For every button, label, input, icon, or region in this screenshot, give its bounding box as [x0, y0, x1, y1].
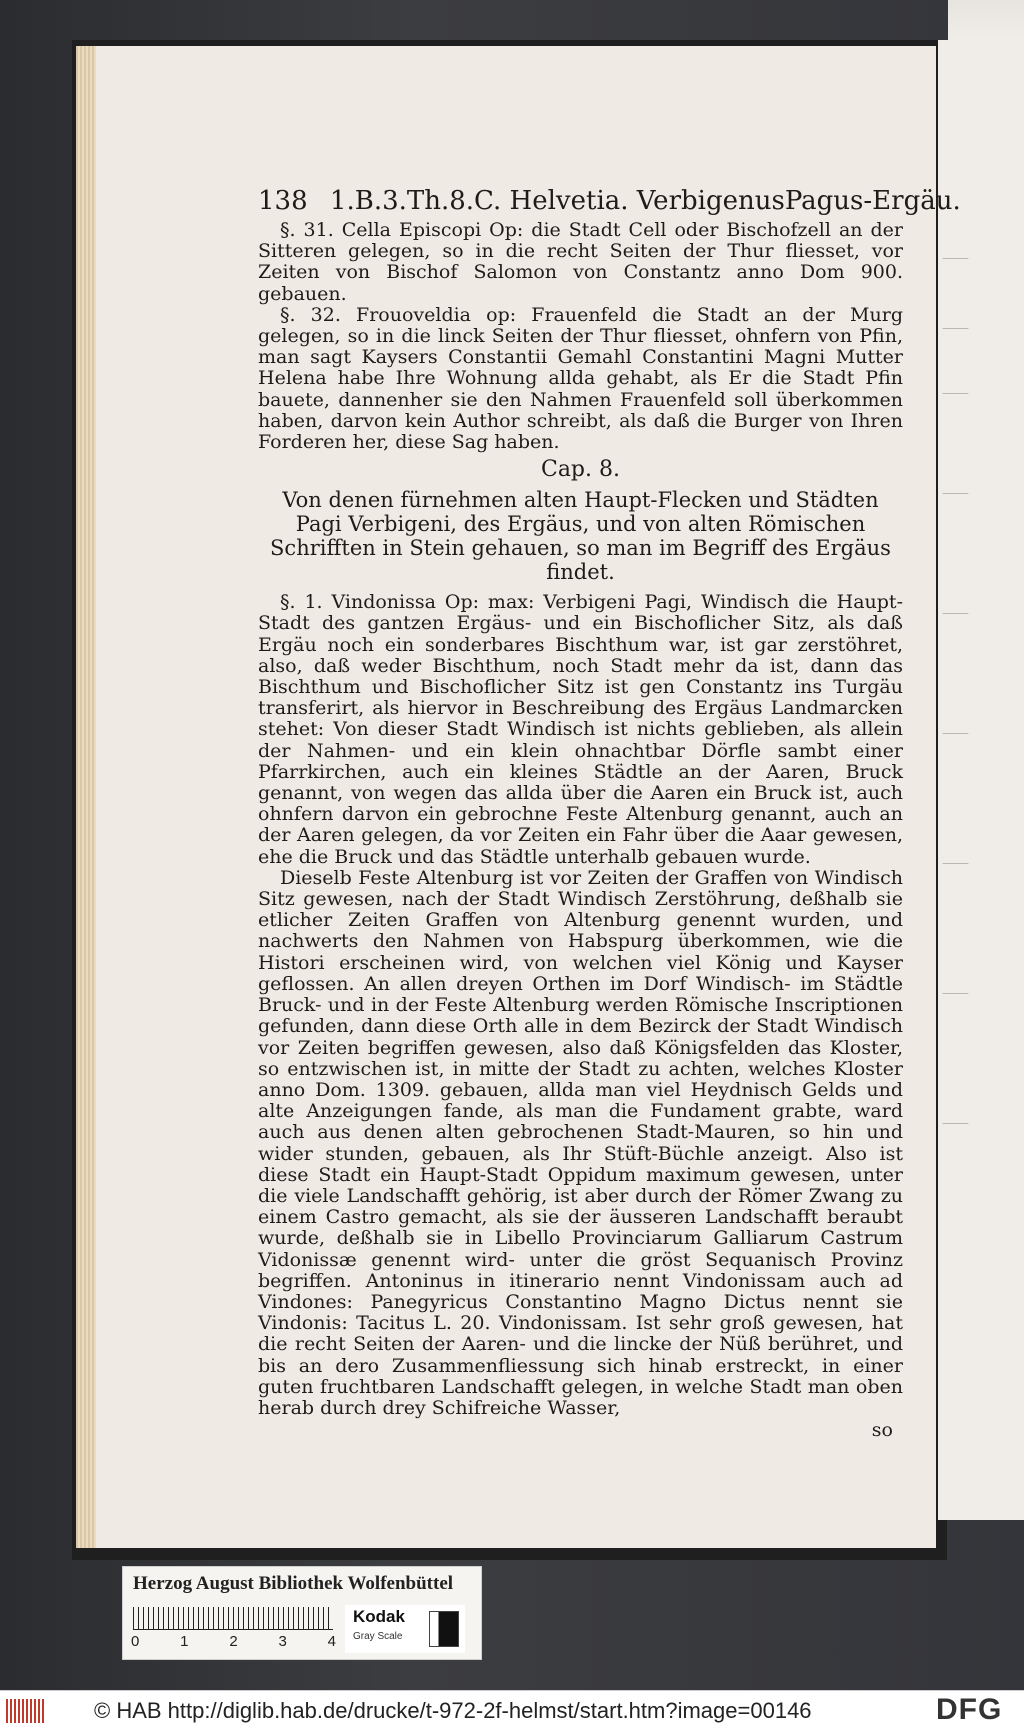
paragraph-32: §. 32. Frouoveldia op: Frauenfeld die Stadt an der Murg gelegen, so in die linck Seiten der Thur fliesset, ohnfern von Pfin, man sagt Kaysers Constantii Gemahl Constantini Magni Mutter Helena habe Ihre Wohnung allda gehabt, als Er die Stadt Pfin bauete, dannenher sie den Nahmen Frauenfeld soll überkommen haben, darvon kein Author schreibt, als daß die Burger von Ihren Forderen her, diese Sag haben.: [258, 303, 903, 454]
source-link[interactable]: © HAB http://diglib.hab.de/drucke/t-972-2f-helmst/start.htm?image=00146: [94, 1698, 812, 1723]
section-reference: 1.B.3.Th.8.C.: [329, 186, 502, 216]
paragraph-2: Dieselb Feste Altenburg ist vor Zeiten der Graffen von Windisch Sitz gewesen, nach der Stadt Windisch Zerstöhrung, deßhalb sie etlicher Zeiten Graffen von Altenburg genennt wurden, und nachwerts den Nahmen von Habspurg überkommen, wie die Histori erscheinen wird, von welchen viel König und Kayser geflossen. An allen dreyen Orthen im Dorf Windisch- im Städtle Bruck- und in der Feste Altenburg werden Römische Inscriptionen gefunden, dann diese Orth alle in dem Bezirck der Stadt Windisch vor Zeiten begriffen gewesen, also daß Königsfelden das Kloster, so entzwischen ist, in mitte der Stadt zu achten, welches Kloster anno Dom. 1309. gebauen, allda man viel Heydnisch Gelds und alte Anzeigungen fande, als man die Fundament grabte, ward auch aus denen alten gebrochenen Stadt-Mauren, so hin und wider stunden, gebauen, als Ihr Stüft-Büchle anzeigt. Also ist diese Stadt ein Haupt-Stadt Oppidum maximum gewesen, unter die viele Landschafft gehörig, ist aber durch der Römer Zwang zu einem Castro gemacht, als sie der äusseren Landschafft beraubt wurde, deßhalb sie in Libello Provinciarum Galliarum Castrum Vidonissæ genennt wird- unter die gröst Sequanisch Provinz begriffen. Antoninus in itinerario nennt Vindonissam auch ad Vindones: Panegyricus Constantino Magno Dictus nennt sie Vindonis: Tacitus L. 20. Vindonissam. Ist sehr groß gewesen, hat die recht Seiten der Aaren- und die lincke der Nüß berühret, und bis an dero Zusammenfliessung sich hinab erstreckt, in einer guten fruchtbaren Landschafft gelegen, in welche Stadt man oben herab durch drey Schifreiche Wasser,: [258, 866, 903, 1419]
running-title: Helvetia. VerbigenusPagus-Ergäu.: [509, 186, 961, 216]
scale-ruler: [133, 1607, 333, 1630]
next-page-corner: [948, 0, 1024, 40]
footer-bar: [0, 1690, 1024, 1731]
paragraph-1: §. 1. Vindonissa Op: max: Verbigeni Pagi, Windisch die Haupt-Stadt des gantzen Ergäus- und ein Bischoflicher Sitz, als daß Ergäu noch ein sonderbares Bischthum war, ist gar zerstöhret, also, daß weder Bischthum, noch Stadt mehr da ist, dann das Bischthum und Bischoflicher Sitz ist gen Constantz ins Turgäu transferirt, als hiervor in Beschreibung des Ergäus Landmarcken stehet: Von dieser Stadt Windisch ist nichts geblieben, als allein der Nahmen- und ein klein ohnachtbar Dörfle sambt einer Pfarrkirchen, auch ein kleines Städtle an der Aaren, Bruck genannt, von wegen das allda über die Aaren ein Bruck ist, auch ohnfern darvon ein gebrochne Feste Altenburg genannt, auch an der Aaren gelegen, da vor Zeiten ein Fahr über die Aaar gewesen, ehe die Bruck und das Städtle unterhalb gebauen wurde.: [258, 591, 903, 868]
color-target-card: [122, 1566, 482, 1660]
kodak-logo: Kodak: [353, 1607, 405, 1626]
adjacent-page-bleed: ⸺ ⸺ ⸺ ⸺ ⸺ ⸺ ⸺ ⸺ ⸺: [938, 40, 1024, 1520]
dfg-logo: DFG: [936, 1693, 1003, 1726]
gray-swatch: [429, 1611, 459, 1647]
running-head: [258, 186, 961, 216]
library-name: Herzog August Bibliothek Wolfenbüttel: [133, 1573, 454, 1594]
hab-logo-icon: [6, 1699, 46, 1723]
scale-numbers: 0 1 2 3 4: [131, 1633, 336, 1650]
gray-scale-label: Gray Scale: [353, 1631, 403, 1642]
page-number: 138: [258, 186, 308, 216]
kodak-gray-scale: [345, 1605, 465, 1653]
paragraph-31: §. 31. Cella Episcopi Op: die Stadt Cell oder Bischofzell an der Sitteren gelegen, so in die recht Seiten der Thur fliesset, vor Zeiten von Bischof Salomon von Constantz anno Dom 900. gebauen.: [258, 219, 903, 305]
catchword: so: [871, 1419, 893, 1442]
chapter-heading: Von denen fürnehmen alten Haupt-Flecken und Städten Pagi Verbigeni, des Ergäus, und von alten Römischen Schrifften in Stein gehauen, so man im Begriff des Ergäus findet.: [270, 488, 891, 585]
chapter-title: Cap. 8.: [540, 457, 620, 483]
page-text: [258, 186, 961, 1442]
